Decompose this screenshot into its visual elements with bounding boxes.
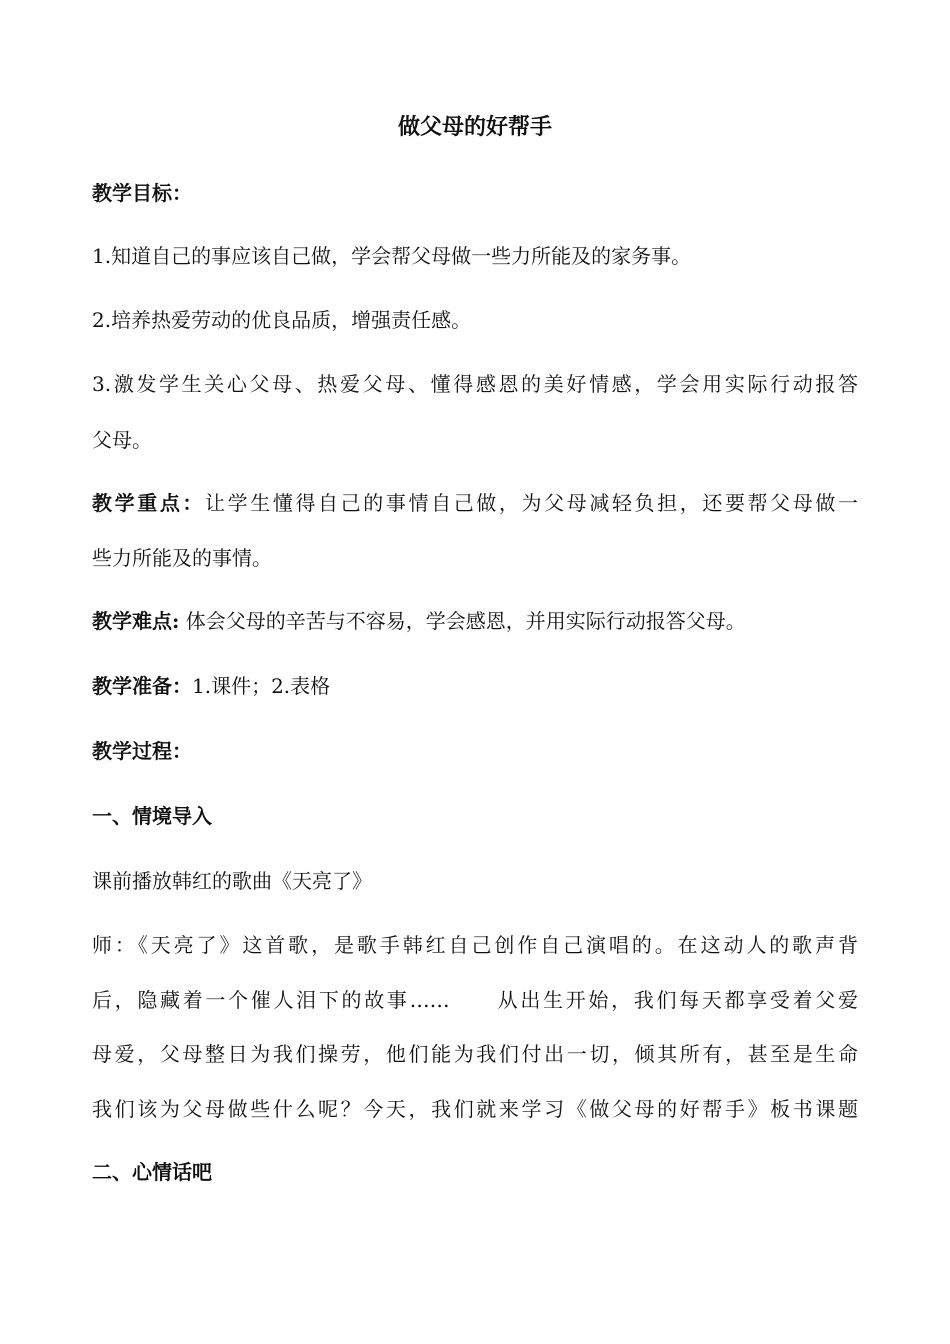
preparation-label: 教学准备： bbox=[92, 674, 192, 698]
section-1-paragraph-line-2: 后，隐藏着一个催人泪下的故事…… 从出生开始，我们每天都享受着父爱 bbox=[92, 988, 858, 1012]
key-points-text: 让学生懂得自己的事情自己做，为父母减轻负担，还要帮父母做一 bbox=[205, 491, 859, 515]
objective-item-1: 1.知道自己的事应该自己做，学会帮父母做一些力所能及的家务事。 bbox=[92, 244, 692, 268]
objectives-heading: 教学目标： bbox=[92, 181, 192, 205]
difficulties-text: 体会父母的辛苦与不容易，学会感恩，并用实际行动报答父母。 bbox=[179, 609, 746, 633]
objective-item-3-line-2: 父母。 bbox=[92, 428, 152, 452]
section-1-heading: 一、情境导入 bbox=[92, 804, 212, 828]
section-1-paragraph-line-4: 我们该为父母做些什么呢？今天，我们就来学习《做父母的好帮手》板书课题 bbox=[92, 1097, 858, 1121]
key-points-line-2: 些力所能及的事情。 bbox=[92, 546, 272, 570]
section-1-paragraph-line-3: 母爱，父母整日为我们操劳，他们能为我们付出一切，倾其所有，甚至是生命 bbox=[92, 1042, 858, 1066]
section-2-heading: 二、心情话吧 bbox=[92, 1160, 212, 1184]
section-1-paragraph-line-1: 师：《天亮了》这首歌，是歌手韩红自己创作自己演唱的。在这动人的歌声背 bbox=[92, 933, 858, 957]
difficulties-line bbox=[92, 608, 746, 634]
difficulties-label: 教学难点: bbox=[92, 609, 180, 633]
section-1-intro: 课前播放韩红的歌曲《天亮了》 bbox=[92, 869, 372, 893]
process-heading: 教学过程： bbox=[92, 739, 192, 763]
document-title: 做父母的好帮手 bbox=[397, 114, 552, 140]
objective-item-3-line-1: 3.激发学生关心父母、热爱父母、懂得感恩的美好情感，学会用实际行动报答 bbox=[92, 372, 858, 396]
preparation-text: 1.课件；2.表格 bbox=[192, 674, 331, 698]
objective-item-2: 2.培养热爱劳动的优良品质，增强责任感。 bbox=[92, 308, 472, 332]
key-points-line-1 bbox=[92, 490, 858, 516]
preparation-line bbox=[92, 673, 330, 699]
key-points-label: 教学重点： bbox=[92, 491, 206, 515]
